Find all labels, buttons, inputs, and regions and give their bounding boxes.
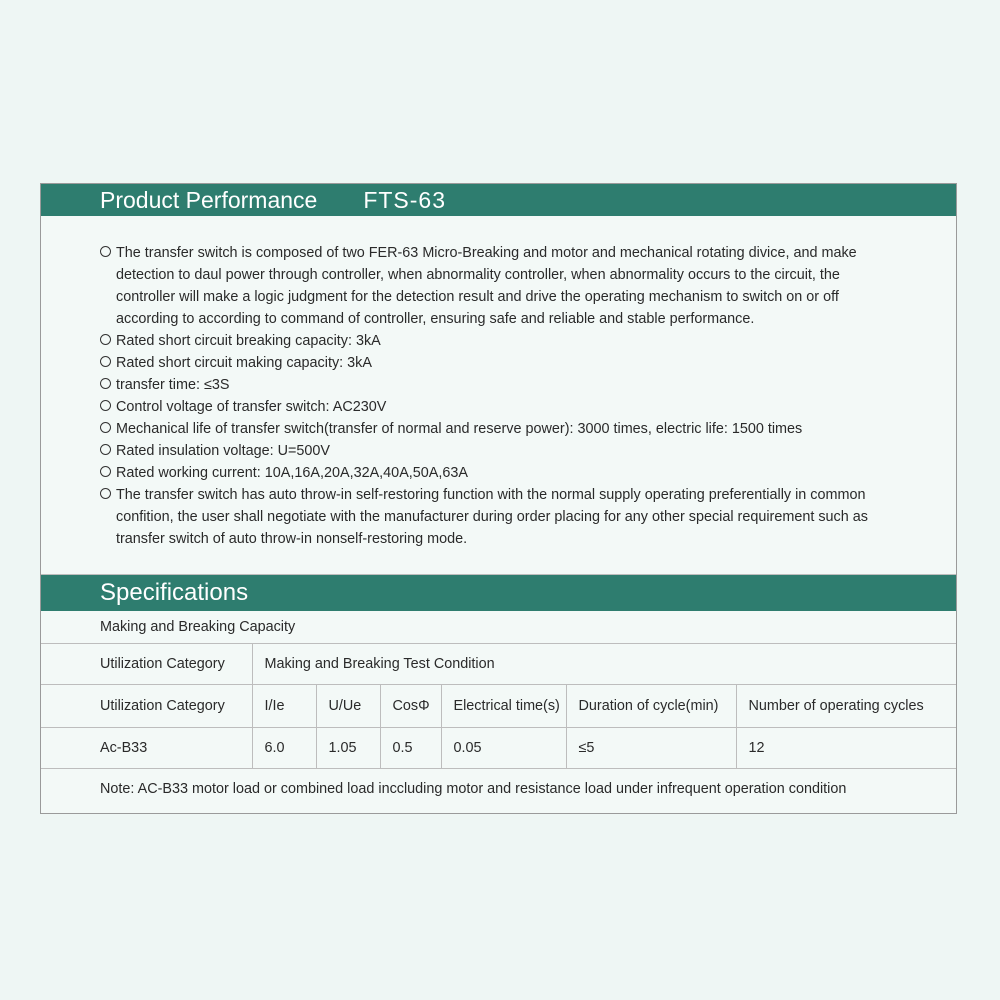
- circle-bullet-icon: [100, 400, 111, 411]
- table-row: [41, 643, 956, 684]
- table-cell: Ac-B33: [41, 727, 252, 768]
- list-item-continuation: controller will make a logic judgment for the detection result and drive the operating mechanism to switch on or off: [116, 289, 839, 305]
- performance-title: Product Performance: [100, 186, 318, 213]
- section-label: Making and Breaking Capacity: [100, 618, 296, 635]
- list-item: Rated working current: 10A,16A,20A,32A,40A,50A,63A: [100, 462, 936, 484]
- circle-bullet-icon: [100, 488, 111, 499]
- list-item: Rated short circuit breaking capacity: 3kA: [100, 330, 936, 352]
- specifications-header: [41, 575, 956, 611]
- list-item: Rated short circuit making capacity: 3kA: [100, 352, 936, 374]
- column-header: Utilization Category: [41, 684, 252, 727]
- list-item-continuation: confition, the user shall negotiate with the manufacturer during order placing for any other special requirement such as: [116, 509, 868, 525]
- list-item-continuation: according to according to command of controller, ensuring safe and reliable and stable performance.: [116, 311, 755, 327]
- list-item-continuation: detection to daul power through controller, when abnormality controller, when abnormality occurs to the circuit, the: [116, 267, 840, 283]
- circle-bullet-icon: [100, 378, 111, 389]
- table-cell: 0.5: [380, 727, 441, 768]
- circle-bullet-icon: [100, 422, 111, 433]
- list-item: Mechanical life of transfer switch(transfer of normal and reserve power): 3000 times, electric life: 1500 times: [100, 418, 936, 440]
- circle-bullet-icon: [100, 356, 111, 367]
- specifications-table: [41, 611, 956, 809]
- product-card: [40, 183, 957, 814]
- list-item: Control voltage of transfer switch: AC230V: [100, 396, 936, 418]
- table-cell: 1.05: [316, 727, 380, 768]
- column-header: I/Ie: [252, 684, 316, 727]
- table-cell: 12: [736, 727, 956, 768]
- table-header-row: [41, 684, 956, 727]
- model-number: FTS-63: [363, 186, 447, 213]
- circle-bullet-icon: [100, 444, 111, 455]
- performance-list: [41, 216, 956, 575]
- list-item: The transfer switch has auto throw-in self-restoring function with the normal supply operating preferentially in common: [100, 484, 936, 506]
- performance-header: [41, 184, 956, 216]
- circle-bullet-icon: [100, 466, 111, 477]
- column-header: CosΦ: [380, 684, 441, 727]
- column-header: Number of operating cycles: [736, 684, 956, 727]
- column-header: Electrical time(s): [441, 684, 566, 727]
- circle-bullet-icon: [100, 334, 111, 345]
- circle-bullet-icon: [100, 246, 111, 257]
- table-row: [41, 768, 956, 809]
- specifications-title: Specifications: [100, 579, 249, 606]
- list-item: transfer time: ≤3S: [100, 374, 936, 396]
- table-cell: Utilization Category: [41, 643, 252, 684]
- list-item: Rated insulation voltage: U=500V: [100, 440, 936, 462]
- table-row: [41, 611, 956, 643]
- column-header: U/Ue: [316, 684, 380, 727]
- list-item-continuation: transfer switch of auto throw-in nonself-restoring mode.: [116, 531, 468, 547]
- table-row: [41, 727, 956, 768]
- table-note: Note: AC-B33 motor load or combined load inccluding motor and resistance load under infrequent operation condition: [41, 768, 956, 809]
- list-item: The transfer switch is composed of two FER-63 Micro-Breaking and motor and mechanical rotating divice, and make: [100, 242, 936, 264]
- table-cell: 6.0: [252, 727, 316, 768]
- table-cell: ≤5: [566, 727, 736, 768]
- table-cell: Making and Breaking Test Condition: [252, 643, 956, 684]
- column-header: Duration of cycle(min): [566, 684, 736, 727]
- table-cell: 0.05: [441, 727, 566, 768]
